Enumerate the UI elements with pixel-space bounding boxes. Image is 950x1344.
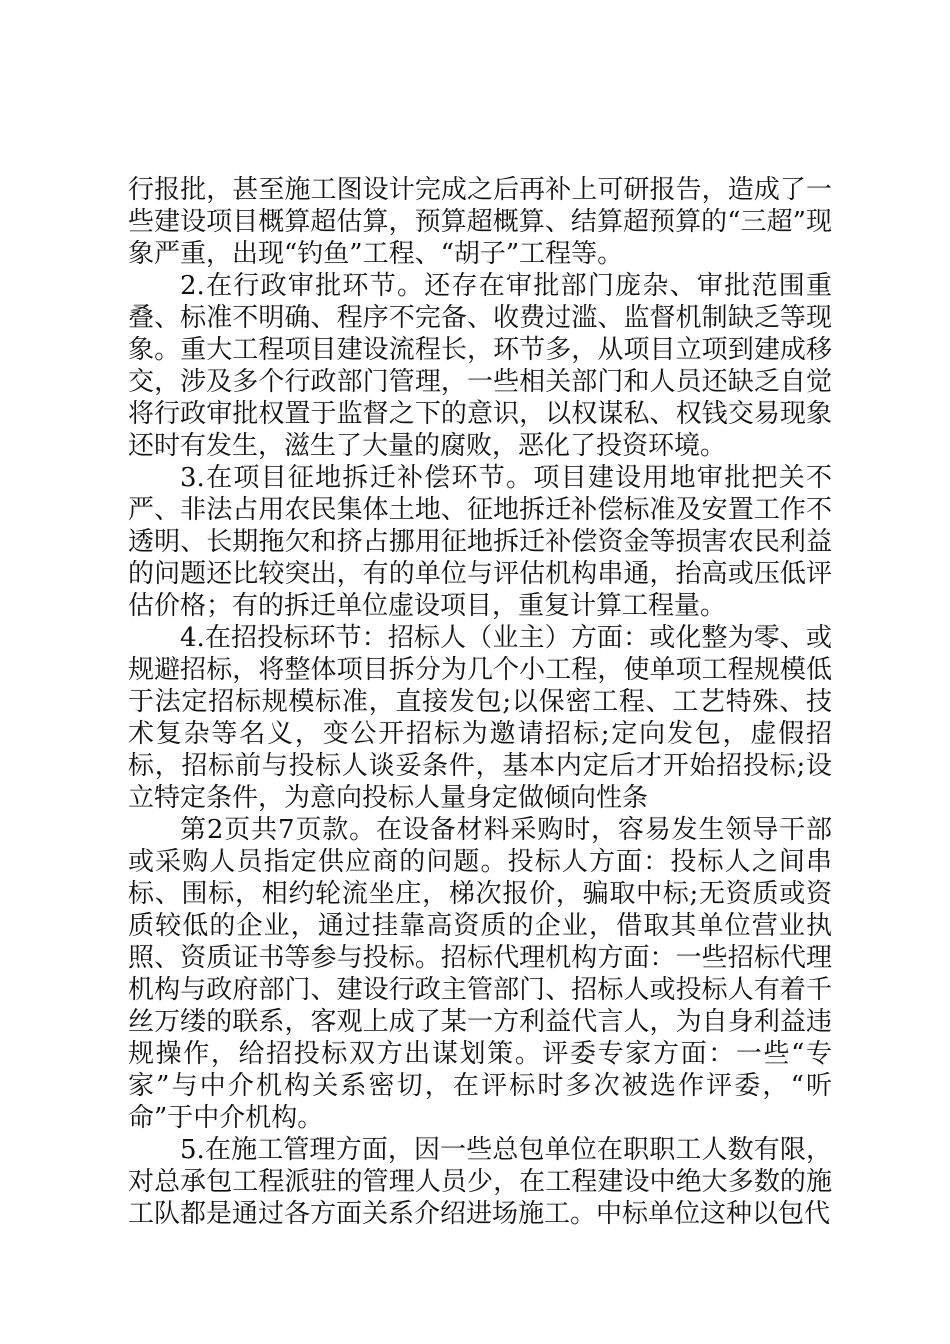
paragraph-land-acquisition: 3.在项目征地拆迁补偿环节。项目建设用地审批把关不严、非法占用农民集体土地、征地拆迁补偿标准及安置工作不透明、长期拖欠和挤占挪用征地拆迁补偿资金等损害农民利益的问题还比较突出，有的单位与评估机构串通，抬高或压低评估价格；有的拆迁单位虚设项目，重复计算工程量。 (128, 463, 832, 621)
paragraph-bidding: 4.在招投标环节：招标人（业主）方面：或化整为零、或规避招标，将整体项目拆分为几个小工程，使单项工程规模低于法定招标规模标准，直接发包;以保密工程、工艺特殊、技术复杂等名义，变公开招标为邀请招标;定向发包，虚假招标，招标前与投标人谈妥条件，基本内定后才开始招投标;设立特定条件，为意向投标人量身定做倾向性条 (128, 623, 832, 813)
paragraph-administrative-approval: 2.在行政审批环节。还存在审批部门庞杂、审批范围重叠、标准不明确、程序不完备、收费过滥、监督机制缺乏等现象。重大工程项目建设流程长，环节多，从项目立项到建成移交，涉及多个行政部门管理，一些相关部门和人员还缺乏自觉将行政审批权置于监督之下的意识，以权谋私、权钱交易现象还时有发生，滋生了大量的腐败，恶化了投资环境。 (128, 271, 832, 461)
paragraph-continuation: 行报批，甚至施工图设计完成之后再补上可研报告，造成了一些建设项目概算超估算，预算超概算、结算超预算的“三超”现象严重，出现“钓鱼”工程、“胡子”工程等。 (128, 175, 832, 269)
document-body (128, 174, 832, 1230)
paragraph-construction-management: 5.在施工管理方面，因一些总包单位在职职工人数有限，对总承包工程派驻的管理人员少，在工程建设中绝大多数的施工队都是通过各方面关系介绍进场施工。中标单位这种以包代 (128, 1135, 832, 1229)
paragraph-page-marker-continuation: 第2页共7页款。在设备材料采购时，容易发生领导干部或采购人员指定供应商的问题。投标人方面：投标人之间串标、围标，相约轮流坐庄，梯次报价，骗取中标;无资质或资质较低的企业，通过挂靠高资质的企业，借取其单位营业执照、资质证书等参与投标。招标代理机构方面：一些招标代理机构与政府部门、建设行政主管部门、招标人或投标人有着千丝万缕的联系，客观上成了某一方利益代言人，为自身利益违规操作，给招投标双方出谋划策。评委专家方面：一些“专家”与中介机构关系密切，在评标时多次被选作评委，“听命”于中介机构。 (128, 815, 832, 1133)
